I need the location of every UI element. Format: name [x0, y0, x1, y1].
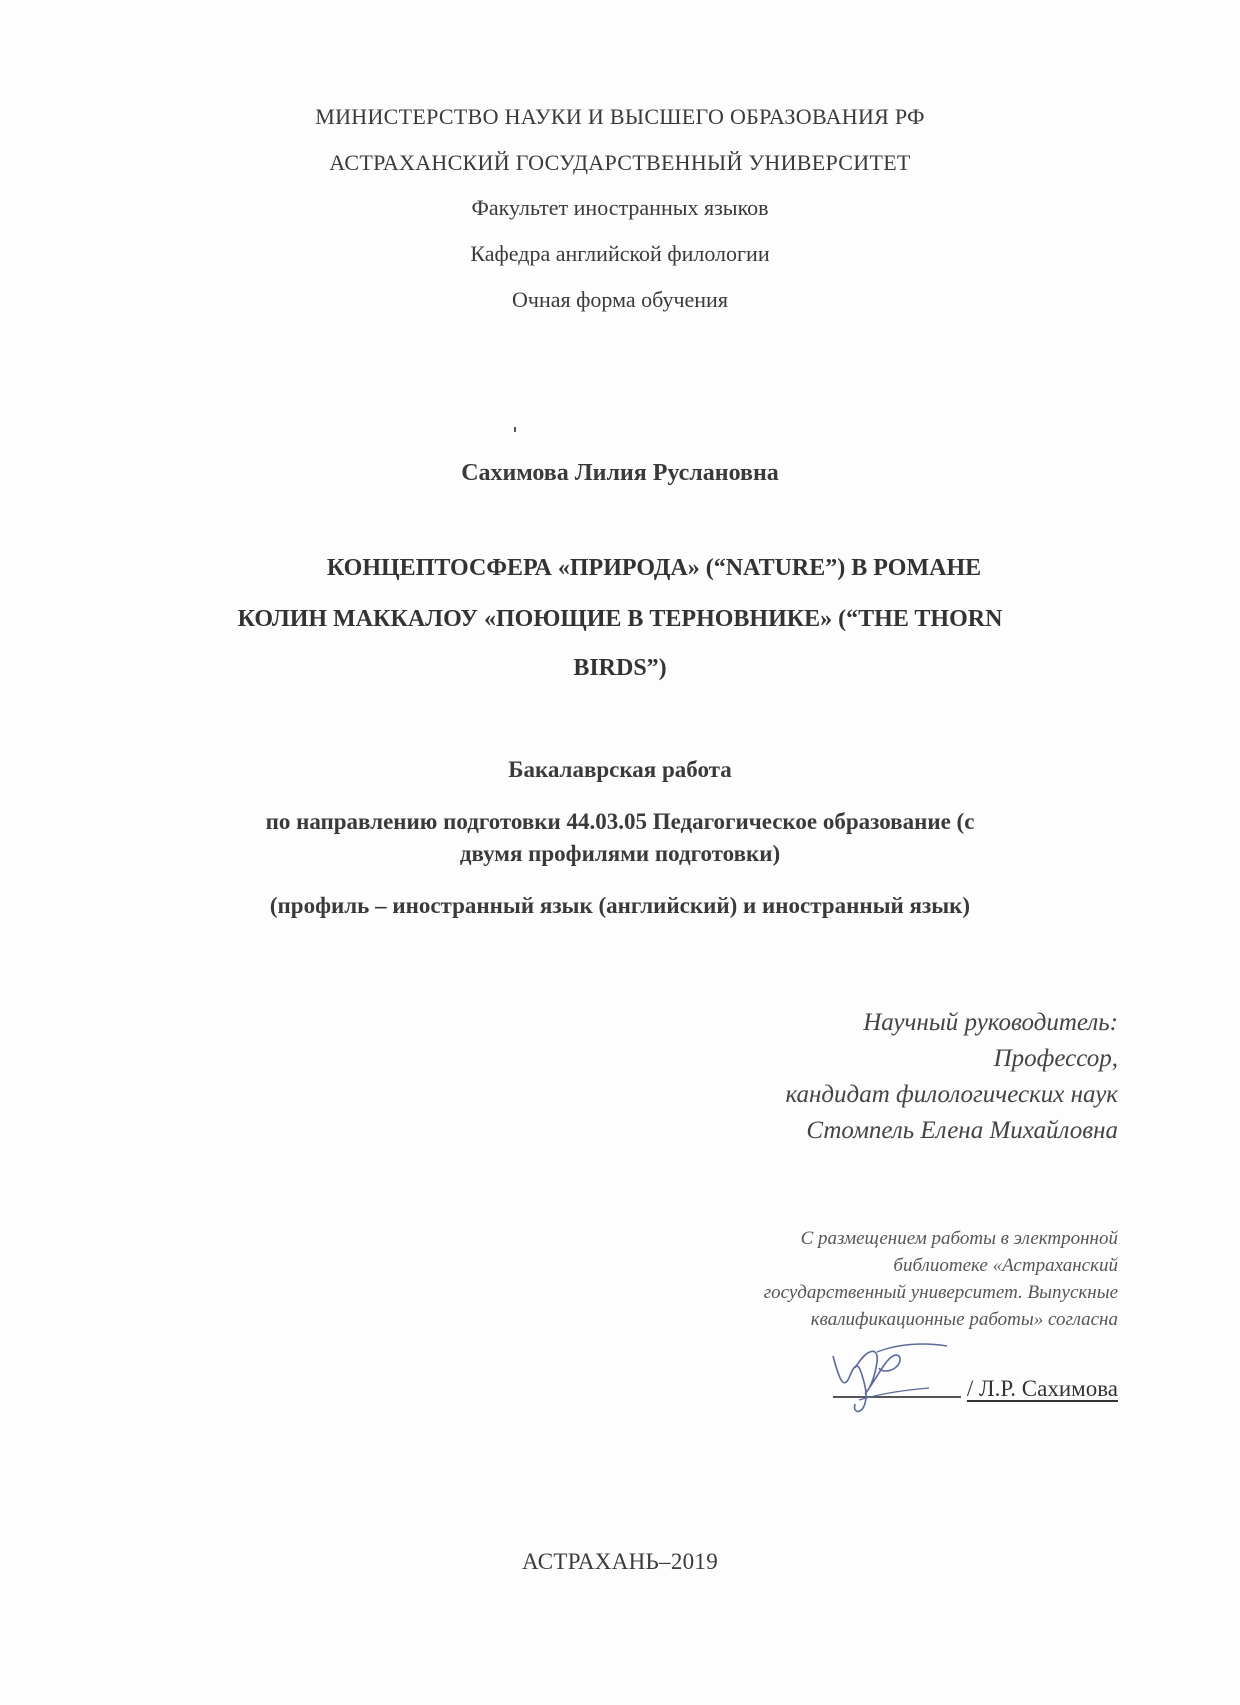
- faculty-line: Факультет иностранных языков: [471, 195, 769, 220]
- direction-line-2: двумя профилями подготовки): [459, 841, 781, 866]
- supervisor-block: [785, 1006, 1118, 1150]
- supervisor-label: Научный руководитель:: [863, 1009, 1118, 1036]
- consent-line: С размещением работы в электронной: [800, 1228, 1118, 1249]
- consent-line: государственный университет. Выпускные: [763, 1282, 1118, 1303]
- title-line-1: КОНЦЕПТОСФЕРА «ПРИРОДА» (“NATURE”) В РОМАНЕ: [326, 555, 982, 581]
- author-name: Сахимова Лилия Руслановна: [461, 460, 779, 486]
- title-line-2: КОЛИН МАККАЛОУ «ПОЮЩИЕ В ТЕРНОВНИКЕ» (“THE THORN: [237, 606, 1003, 632]
- consent-block: [764, 1225, 1118, 1333]
- supervisor-degree: кандидат филологических наук: [785, 1081, 1118, 1108]
- consent-line: квалификационные работы» согласна: [810, 1309, 1118, 1330]
- signer-name: / Л.Р. Сахимова: [966, 1376, 1118, 1401]
- supervisor-position: Профессор,: [993, 1045, 1118, 1072]
- study-form-line: Очная форма обучения: [512, 287, 728, 312]
- signature-line: [833, 1396, 961, 1398]
- consent-line: библиотеке «Астраханский: [893, 1255, 1118, 1276]
- city-year: АСТРАХАНЬ–2019: [521, 1549, 719, 1574]
- supervisor-name: Стомпель Елена Михайловна: [806, 1117, 1118, 1144]
- profile-line: (профиль – иностранный язык (английский) и иностранный язык): [269, 893, 971, 918]
- scan-speck: [514, 427, 516, 432]
- signature-row: [833, 1368, 1118, 1402]
- title-line-3: BIRDS”): [573, 655, 667, 681]
- ministry-line: МИНИСТЕРСТВО НАУКИ И ВЫСШЕГО ОБРАЗОВАНИЯ РФ: [315, 104, 925, 129]
- work-type: Бакалаврская работа: [508, 757, 732, 782]
- direction-line-1: по направлению подготовки 44.03.05 Педагогическое образование (с: [265, 809, 975, 834]
- department-line: Кафедра английской филологии: [470, 241, 770, 266]
- university-line: АСТРАХАНСКИЙ ГОСУДАРСТВЕННЫЙ УНИВЕРСИТЕТ: [329, 150, 911, 175]
- handwritten-signature: [819, 1338, 959, 1418]
